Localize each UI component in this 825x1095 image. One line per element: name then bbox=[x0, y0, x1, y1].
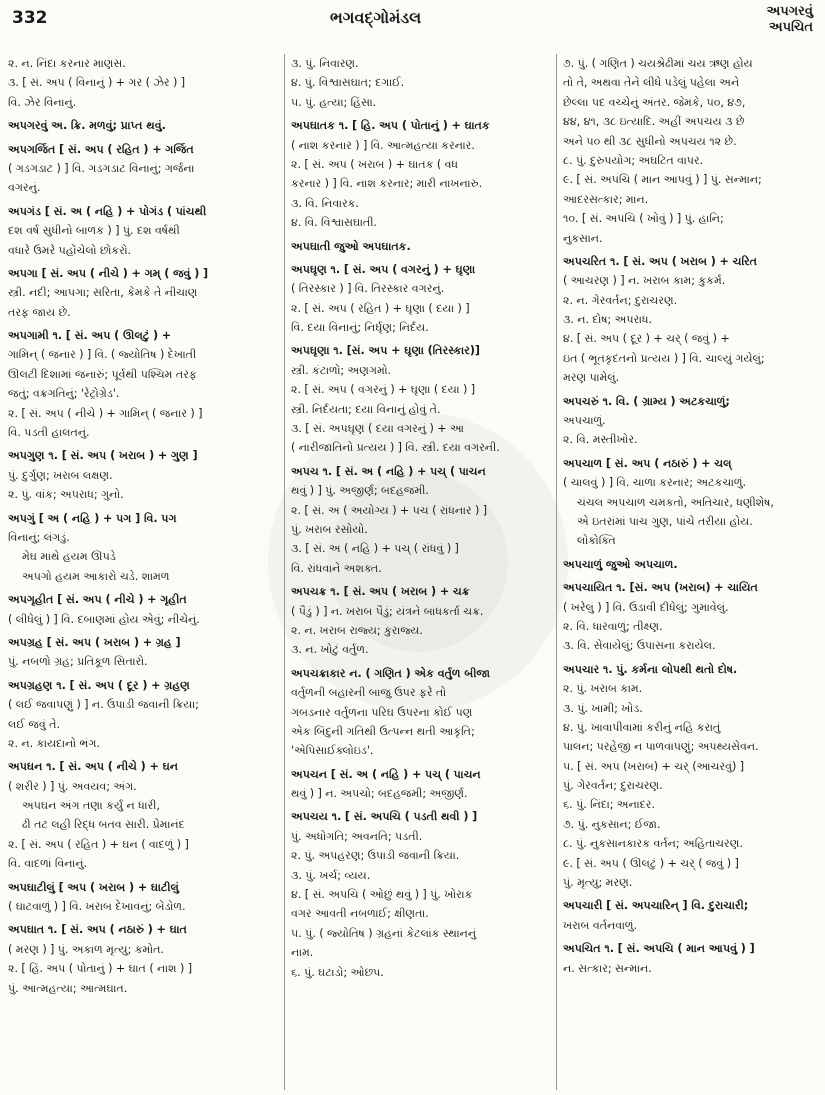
entry-headword-line: અપચ ૧. [ સં. અ ( નહિ ) + પચ્ ( પાચન bbox=[291, 464, 486, 478]
entry-headword-line: અપઘૃણ ૧. [ સં. અપ ( વગરનું ) + ઘૃણા bbox=[291, 262, 476, 276]
entry-line: થવું ) ] પું. અજીર્ણ; બદહજમી. bbox=[291, 484, 429, 498]
entry-line: નામ. bbox=[291, 946, 314, 960]
entry-line: ૩. વિ. નિવારક. bbox=[291, 196, 359, 210]
entry-line: અને ૫૦ થી ૩૮ સુધીનો અપચય ૧૨ છે. bbox=[563, 134, 737, 148]
entry-line: ૩. ન. ખોટું વર્તુળ. bbox=[291, 643, 369, 657]
entry-headword-line: અપઘાટીલું [ અપ ( ખરાબ ) + ઘાટીલું bbox=[8, 880, 179, 894]
entry-line: ખરાબ વર્તનવાળું. bbox=[563, 918, 637, 932]
entry-line: ૨. [ સં. અપ ( નીચે ) + ગામિન્ ( જનાર ) ] bbox=[8, 406, 203, 420]
entry-line: અપઘન અંગ તણા કર્યું ન ધારી, bbox=[22, 799, 160, 813]
entry-line: સ્ત્રી. કંટાળો; અણગમો. bbox=[291, 363, 392, 377]
entry-headword-line: અપચાર ૧. પું. કર્મના લોપથી થતો દોષ. bbox=[563, 662, 738, 676]
entry-line: ૨. [ સં. અપ ( રહિત ) + ઘન ( વાદળું ) ] bbox=[8, 837, 189, 851]
entry-headword-line: અપગંડ [ સં. અ ( નહિ ) + પોગંડ ( પાંચથી bbox=[8, 204, 207, 218]
entry-headword-line: અપચાળ [ સં. અપ ( નઠારું ) + ચલ્ bbox=[563, 456, 732, 470]
entry-line: ૯. [ સં. અપચિ ( માન આપવું ) ] પું. સન્માન; bbox=[563, 173, 762, 187]
entry-line: પું. ગેરવર્તન; દુરાચરણ. bbox=[563, 779, 663, 793]
entry-line: પું. મૃત્યુ; મરણ. bbox=[563, 876, 633, 890]
entry-line: ( આચરણ ) ] ન. ખરાબ કામ; કુકર્મ. bbox=[563, 274, 726, 288]
entry-line: ૬. પું. ઘટાડો; ઓછપ. bbox=[291, 965, 384, 979]
entry-headword-line: અપચરું ૧. વિ. ( ગ્રામ્ય ) અટકચાળું; bbox=[563, 394, 730, 408]
entry-line: પું. નબળો ગ્રહ; પ્રતિકૂળ સિતારો. bbox=[8, 655, 148, 669]
entry-line: ( લઈ જવાપણું ) ] ન. ઉપાડી જવાની ક્રિયા; bbox=[8, 698, 199, 712]
entry-line: તો તે, અથવા તેને લીધે પડેલું પહેલા અને bbox=[563, 76, 740, 90]
entry-line: ૪. [ સં. અપચિ ( ઓછું થવું ) ] પું. ખોરાક bbox=[291, 888, 473, 902]
entry-line: છેલ્લા પદ વચ્ચેનું અંતર. જેમકે, ૫૦, ૪૭, bbox=[563, 95, 746, 109]
entry-headword-line: અપચન [ સં. અ ( નહિ ) + પચ્ ( પાચન bbox=[291, 767, 481, 781]
entry-line: ( શરીર ) ] પું. અવયવ; અંગ. bbox=[8, 779, 137, 793]
entry-headword-line: અપઘાતી જુઓ અપઘાતક. bbox=[291, 239, 411, 253]
entry-line: ૩. [ સં. અ ( નહિ ) + પચ્ ( રાંધવું ) ] bbox=[291, 542, 459, 556]
entry-line: વગર આવતી નબળાઈ; ક્ષીણતા. bbox=[291, 907, 429, 921]
entry-line: ૨. વિ. ધારવાળું; તીક્ષ્ણ. bbox=[563, 619, 663, 633]
entry-line: એક બિંદુની ગતિથી ઉત્પન્ન થતી આકૃતિ; bbox=[291, 724, 475, 738]
entry-line: ગબડનાર વર્તુળના પરિઘ ઉપરના કોઈ પણ bbox=[291, 705, 473, 719]
entry-line: ઢી તટ લહી રિદ્ધ બતવ સારી. પ્રેમાનંદ bbox=[22, 818, 185, 832]
guide-word-last: અપચિત bbox=[768, 20, 813, 35]
entry-line: ૩. વિ. સેવાયેલું; ઉપાસના કરાયેલ. bbox=[563, 639, 716, 653]
entry-line: તરફ જાય છે. bbox=[8, 305, 71, 319]
entry-line: ૪. વિ. વિશ્વાસઘાતી. bbox=[291, 216, 377, 230]
entry-line: ( પૈડું ) ] ન. ખરાબ પૈડું; યંત્રને બાધકર્તા ચક્ર. bbox=[291, 604, 484, 618]
entry-headword-line: અપઘાત ૧. [ સં. અપ ( નઠારું ) + ઘાત bbox=[8, 923, 187, 937]
entry-line: ૭. પું. નુકસાન; ઈજા. bbox=[563, 817, 661, 831]
dictionary-column-2 bbox=[284, 54, 554, 1090]
guide-word-first: અપગરવું bbox=[766, 4, 813, 19]
entry-line: ૫. પું. હત્યા; હિંસા. bbox=[291, 95, 377, 109]
entry-line: સ્ત્રી. નિર્દયતા; દયા વિનાનું હોવું તે. bbox=[291, 402, 441, 416]
entry-headword-line: અપગરવું અ. ક્રિ. મળવું; પ્રાપ્ત થવું. bbox=[8, 119, 166, 133]
entry-line: ન. સત્કાર; સન્માન. bbox=[563, 961, 652, 975]
entry-headword-line: અપગૃહીત [ સં. અપ ( નીચે ) + ગૃહીત bbox=[8, 593, 187, 607]
entry-headword-line: અપઘૃણા ૧. [સં. અપ + ઘૃણા (તિરસ્કાર)] bbox=[291, 344, 480, 358]
entry-line: વિનાનું; લંગડું. bbox=[8, 530, 70, 544]
entry-line: વિ. દયા વિનાનું; નિર્ઘૃણ; નિર્દય. bbox=[291, 321, 429, 335]
entry-line: એ ઇતરાંમાં પાંચ ગુણ, પાંચે તરીયા હોય. bbox=[577, 514, 753, 528]
entry-line: ૪. પું. વિશ્વાસઘાત; દગાઈ. bbox=[291, 76, 405, 90]
entry-line: અપચાળું. bbox=[563, 414, 606, 428]
entry-line: 'એપિસાઈક્લોઇડ'. bbox=[291, 744, 374, 758]
entry-line: ૩. પું. ખર્ચ; વ્યય. bbox=[291, 868, 371, 882]
entry-line: ( નાશ કરનાર ) ] વિ. આત્મહત્યા કરનાર. bbox=[291, 138, 475, 152]
entry-line: ૭. પું. ( ગણિત ) ચયશ્રેઢીમાં ચય ઋણ હોય bbox=[563, 57, 753, 70]
entry-line: ૩. ન. દોષ; અપરાધ. bbox=[563, 313, 652, 327]
entry-line: ૮. પું. નુકસાનકારક વર્તન; અહિતાચરણ. bbox=[563, 837, 743, 851]
entry-headword-line: અપગર્જિત [ સં. અપ ( રહિત ) + ગર્જિત bbox=[8, 142, 194, 156]
entry-line: ૨. પું. વાંક; અપરાધ; ગુનો. bbox=[8, 488, 124, 502]
entry-line: ૪. પું. ખાવાપીવામાં કરીનું નહિ કરાતું bbox=[563, 720, 721, 734]
entry-line: સ્ત્રી. નદી; આપગા; સરિતા, કેમકે તે નીચાણ bbox=[8, 286, 198, 300]
entry-headword-line: અપચાયિત ૧. [સં. અપ (ખરાબ) + ચાયિત bbox=[563, 581, 758, 595]
entry-line: ચંચલ અપચાળ ચમકતો, અતિચાર, ધણીશેષ, bbox=[577, 495, 774, 509]
entry-line: ૨. પું. ખરાબ કામ. bbox=[563, 682, 643, 696]
entry-line: ૨. ન. ગેરવર્તન; દુરાચરણ. bbox=[563, 293, 678, 307]
entry-line: મરણ પામેલું. bbox=[563, 371, 620, 385]
dictionary-column-1 bbox=[8, 54, 274, 1090]
entry-line: ૩. પું. ખામી; ખોડ. bbox=[563, 701, 643, 715]
entry-line: મેઘ માથે હયમ ઊપડે bbox=[22, 550, 116, 564]
entry-line: ( તિરસ્કાર ) ] વિ. તિરસ્કાર વગરનું. bbox=[291, 282, 445, 296]
entry-headword-line: અપચારી [ સં. અપચારિન્ ] વિ. દુરાચારી; bbox=[563, 899, 749, 913]
entry-line: ( લીધેલું ) ] વિ. દબાણમાં હોય એવું; નીચેનું. bbox=[8, 612, 200, 626]
entry-line: વર્તુળની બહારની બાજુ ઉપર ફરે તો bbox=[291, 686, 447, 700]
entry-line: પું. ખરાબ રસોયો. bbox=[291, 522, 368, 536]
entry-headword-line: અપગુણ ૧. [ સં. અપ ( ખરાબ ) + ગુણ ] bbox=[8, 449, 198, 463]
entry-line: વિ. રાંધવાને અશક્ત. bbox=[291, 561, 382, 575]
entry-line: ૫. [ સં. અપ (ખરાબ) + ચર્ (આચરવું) ] bbox=[563, 759, 744, 773]
entry-line: ૮. પું. દુરુપયોગ; અઘટિત વાપર. bbox=[563, 153, 704, 167]
entry-line: ૨. ન. ખરાબ રાજ્ય; કુરાજ્ય. bbox=[291, 623, 423, 637]
entry-line: વધારે ઉમરે પહોંચેલો છોકરો. bbox=[8, 243, 132, 257]
entry-line: ૨. [ સં. અપ ( રહિત ) + ઘૃણા ( દયા ) ] bbox=[291, 301, 470, 315]
entry-line: કરનાર ) ] વિ. નાશ કરનાર; મારી નાખનારું. bbox=[291, 177, 483, 191]
entry-line: વગરનું. bbox=[8, 181, 41, 195]
page-header bbox=[0, 0, 825, 56]
entry-headword-line: અપગા [ સં. અપ ( નીચે ) + ગમ્ ( જવું ) ] bbox=[8, 266, 209, 280]
entry-headword-line: અપગ્રહણ ૧. [ સં. અપ ( દૂર ) + ગ્રહણ bbox=[8, 678, 190, 692]
entry-line: વિ. ઝેર વિનાનું. bbox=[8, 95, 77, 109]
entry-line: ૨. [ સં. અપ ( ખરાબ ) + ઘાતક ( વધ bbox=[291, 157, 459, 171]
entry-line: ( મરણ ) ] પું. અકાળ મૃત્યુ; કમોત. bbox=[8, 942, 164, 956]
entry-line: ઇત ( ભૂતકૃદંતનો પ્રત્યય ) ] વિ. ચાલ્યું ગયેલું; bbox=[563, 351, 765, 365]
entry-line: વિ. પડતી હાલતનું. bbox=[8, 426, 90, 440]
entry-line: ૯. [ સં. અપ ( ઊલટું ) + ચર્ ( જવું ) ] bbox=[563, 856, 739, 870]
entry-line: ( ગડગડાટ ) ] વિ. ગડગડાટ વિનાનું; ગર્જના bbox=[8, 161, 195, 175]
entry-headword-line: અપચરિત ૧. [ સં. અપ ( ખરાબ ) + ચરિત bbox=[563, 254, 758, 268]
entry-line: ૨. ન. નિંદા કરનાર માણસ. bbox=[8, 57, 126, 70]
entry-line: ૩. [ સં. અપઘૃણ ( દયા વગરનું ) + આ bbox=[291, 422, 465, 436]
entry-line: લોકોક્તિ bbox=[577, 534, 616, 548]
page-title: ભગવદ્ગોમંડલ bbox=[330, 8, 422, 27]
entry-headword-line: અપગામી ૧. [ સં. અપ ( ઊલટું ) + bbox=[8, 329, 172, 343]
entry-line: ( ઘાટવાળું ) ] વિ. ખરાબ દેખાવનું; બેડોળ. bbox=[8, 900, 186, 914]
entry-line: નુકસાન. bbox=[563, 231, 603, 245]
entry-line: ૨. [ સં. અપ ( વગરનું ) + ઘૃણા ( દયા ) ] bbox=[291, 383, 475, 397]
entry-line: ૫. પું. ( જ્યોતિષ ) ગ્રહનાં કેટલાંક સ્થાનનું bbox=[291, 926, 477, 940]
entry-headword-line: અપગું [ અ ( નહિ ) + પગ ] વિ. પગ bbox=[8, 511, 177, 525]
entry-line: ૨. [ સં. અ ( અયોગ્ય ) + પચ ( રાંધનાર ) ] bbox=[291, 503, 487, 517]
entry-line: અપગો હયમ આકારો ચડે. શામળ bbox=[22, 569, 170, 583]
entry-line: પું. દુર્ગુણ; ખરાબ લક્ષણ. bbox=[8, 468, 113, 482]
entry-line: ( ખરેલું ) ] વિ. ઉડાવી દીધેલું; ગુમાવેલું. bbox=[563, 600, 729, 614]
entry-line: ૨. [ હિં. અપ ( પોતાનું ) + ઘાત ( નાશ ) ] bbox=[8, 962, 192, 976]
entry-headword-line: અપગ્રહ [ સં. અપ ( ખરાબ ) + ગ્રહ ] bbox=[8, 635, 181, 649]
entry-line: ૩. પું. નિવારણ. bbox=[291, 57, 359, 70]
entry-line: જતું; વક્રગતિનું; 'રેટ્રોગ્રેડ'. bbox=[8, 387, 120, 401]
entry-line: ૨. પું. અપહરણ; ઉપાડી જવાની ક્રિયા. bbox=[291, 849, 460, 863]
entry-headword-line: અપચક્રાકાર ન. ( ગણિત ) એક વર્તુળ બીજા bbox=[291, 666, 491, 680]
entry-line: લઈ જવું તે. bbox=[8, 717, 60, 731]
entry-line: ૪૪, ૪૧, ૩૮ ઇત્યાદિ. અહીં અપચય ૩ છે bbox=[563, 115, 745, 129]
dictionary-column-3 bbox=[556, 54, 818, 1090]
entry-headword-line: અપચય ૧. [ સં. અપચિ ( પડતી થવી ) ] bbox=[291, 810, 478, 824]
entry-line: દશ વર્ષ સુધીનો બાળક ) ] પું. દશ વર્ષથી bbox=[8, 224, 180, 238]
entry-line: ગામિન્ ( જનાર ) ] વિ. ( જ્યોતિષ ) દેખાતી bbox=[8, 348, 197, 362]
entry-line: પું. અધોગતિ; અવનતિ; પડતી. bbox=[291, 829, 423, 843]
entry-line: ૪. [ સં. અપ ( દૂર ) + ચર્ ( જવું ) + bbox=[563, 332, 730, 346]
entry-line: થવું ) ] ન. અપચો; બદહજમી; અજીર્ણ. bbox=[291, 787, 468, 801]
entry-line: ૨. ન. કાયદાનો ભંગ. bbox=[8, 736, 100, 750]
page-number: 332 bbox=[12, 8, 48, 28]
entry-line: ઊલટી દિશામાં જનારું; પૂર્વથી પશ્ચિમ તરફ bbox=[8, 367, 197, 381]
entry-line: ( નારીજાતિનો પ્રત્યય ) ] વિ. સ્ત્રી. દયા વગરની. bbox=[291, 441, 500, 455]
entry-line: પું. આત્મહત્યા; આત્મઘાત. bbox=[8, 981, 128, 995]
entry-line: વિ. વાદળાં વિનાનું. bbox=[8, 857, 87, 871]
entry-line: ૧૦. [ સં. અપચિ ( ખોવું ) ] પું. હાનિ; bbox=[563, 212, 724, 226]
entry-line: ૨. વિ. મસ્તીખોર. bbox=[563, 433, 638, 447]
entry-line: ( ચાલવું ) ] વિ. ચાળા કરનાર; અટકચાળું. bbox=[563, 476, 747, 490]
entry-headword-line: અપચાળું જુઓ અપચાળ. bbox=[563, 557, 678, 571]
guide-words bbox=[767, 4, 813, 36]
entry-headword-line: અપચક્ર ૧. [ સં. અપ ( ખરાબ ) + ચક્ર bbox=[291, 585, 470, 599]
entry-headword-line: અપચિત ૧. [ સં. અપચિ ( માન આપવું ) ] bbox=[563, 942, 755, 956]
entry-line: ૩. [ સં. અપ ( વિનાનું ) + ગર ( ઝેર ) ] bbox=[8, 76, 186, 90]
entry-headword-line: અપઘાતક ૧. [ હિ. અપ ( પોતાનું ) + ઘાતક bbox=[291, 119, 490, 133]
entry-line: પાલન; પરહેજી ન પાળવાપણું; અપથ્યસેવન. bbox=[563, 740, 759, 754]
entry-line: આદરસત્કાર; માન. bbox=[563, 192, 649, 206]
entry-headword-line: અપઘન ૧. [ સં. અપ ( નીચે ) + ઘન bbox=[8, 760, 179, 774]
entry-line: ૬. પું. નિંદા; અનાદર. bbox=[563, 798, 655, 812]
